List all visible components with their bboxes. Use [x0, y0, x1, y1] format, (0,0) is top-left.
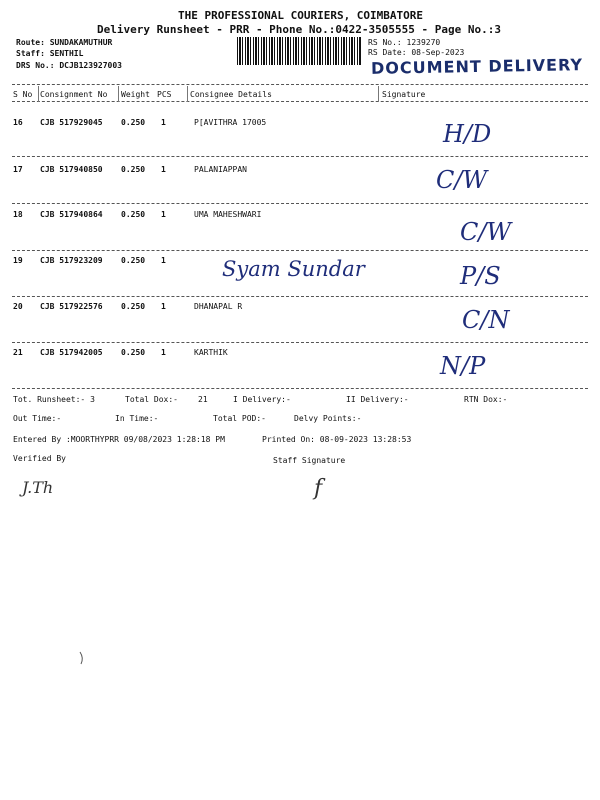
barcode [237, 37, 362, 65]
row-consignment: CJB 517929045 [40, 118, 103, 127]
row-sno: 17 [13, 165, 23, 174]
row-pcs: 1 [161, 118, 166, 127]
divider [12, 342, 588, 343]
divider [12, 388, 588, 389]
row-weight: 0.250 [121, 210, 146, 219]
printed-on: Printed On: 08-09-2023 13:28:53 [262, 435, 412, 444]
col-pcs: PCS [157, 90, 172, 99]
column-line [187, 86, 188, 102]
row-pcs: 1 [161, 256, 166, 265]
column-line [118, 86, 119, 102]
row-signature: N/P [440, 352, 486, 380]
row-consignee: DHANAPAL R [194, 302, 243, 311]
row-sno: 18 [13, 210, 23, 219]
row-weight: 0.250 [121, 302, 146, 311]
rs-number: RS No.: 1239270 [368, 38, 441, 47]
in-time: In Time:- [115, 414, 159, 423]
row-consignee: KARTHIK [194, 348, 228, 357]
row-signature: C/W [460, 218, 512, 246]
total-dox-value: 21 [198, 395, 208, 404]
tot-runsheet: Tot. Runsheet:- 3 [13, 395, 95, 404]
total-pod: Total POD:- [213, 414, 266, 423]
row-consignment: CJB 517940850 [40, 165, 103, 174]
col-weight: Weight [121, 90, 150, 99]
rtn-dox: RTN Dox:- [464, 395, 508, 404]
rs-date: RS Date: 08-Sep-2023 [368, 48, 465, 57]
row-pcs: 1 [161, 210, 166, 219]
verified-by: Verified By [13, 454, 66, 463]
divider [12, 296, 588, 297]
entered-by: Entered By :MOORTHYPRR 09/08/2023 1:28:18 PM [13, 435, 225, 444]
ii-delivery: II Delivery:- [346, 395, 409, 404]
row-signature: C/N [462, 306, 510, 334]
row-sno: 19 [13, 256, 23, 265]
row-weight: 0.250 [121, 165, 146, 174]
row-weight: 0.250 [121, 118, 146, 127]
divider [12, 156, 588, 157]
total-dox-label: Total Dox:- [125, 395, 178, 404]
row-signature: C/W [436, 166, 488, 194]
divider [12, 203, 588, 204]
row-consignment: CJB 517923209 [40, 256, 103, 265]
row-pcs: 1 [161, 165, 166, 174]
column-line [38, 86, 39, 102]
row-pcs: 1 [161, 302, 166, 311]
document-delivery-stamp: DOCUMENT DELIVERY [370, 55, 584, 78]
delvy-points: Delvy Points:- [294, 414, 362, 423]
staff-label: Staff: SENTHIL [16, 49, 84, 58]
row-sno: 16 [13, 118, 23, 127]
drs-number: DRS No.: DCJB123927003 [16, 61, 122, 70]
row-signature: P/S [460, 262, 501, 290]
runsheet-title: Delivery Runsheet - PRR - Phone No.:0422-3505555 - Page No.:3 [97, 23, 501, 36]
verifier-signature: J.Th [22, 478, 54, 497]
out-time: Out Time:- [13, 414, 62, 423]
column-line [378, 86, 379, 102]
col-consignee: Consignee Details [190, 90, 272, 99]
divider [12, 250, 588, 251]
row-signature: H/D [443, 120, 492, 148]
row-pcs: 1 [161, 348, 166, 357]
row-sno: 20 [13, 302, 23, 311]
row-consignee: UMA MAHESHWARI [194, 210, 262, 219]
col-consignment: Consignment No [40, 90, 108, 99]
i-delivery: I Delivery:- [233, 395, 291, 404]
route-label: Route: SUNDAKAMUTHUR [16, 38, 113, 47]
staff-signature-label: Staff Signature [273, 456, 346, 465]
row-consignment: CJB 517922576 [40, 302, 103, 311]
col-signature: Signature [382, 90, 426, 99]
divider [12, 101, 588, 102]
company-name: THE PROFESSIONAL COURIERS, COIMBATORE [178, 9, 424, 22]
col-sno: S No [13, 90, 33, 99]
divider [12, 84, 588, 85]
row-sno: 21 [13, 348, 23, 357]
handwritten-name: Syam Sundar [222, 257, 365, 281]
row-consignment: CJB 517942005 [40, 348, 103, 357]
row-consignee: P[AVITHRA 17005 [194, 118, 267, 127]
stray-pen-mark [78, 650, 86, 666]
row-consignee: PALANIAPPAN [194, 165, 247, 174]
row-consignment: CJB 517940864 [40, 210, 103, 219]
row-weight: 0.250 [121, 256, 146, 265]
row-weight: 0.250 [121, 348, 146, 357]
staff-signature: f [314, 476, 323, 501]
